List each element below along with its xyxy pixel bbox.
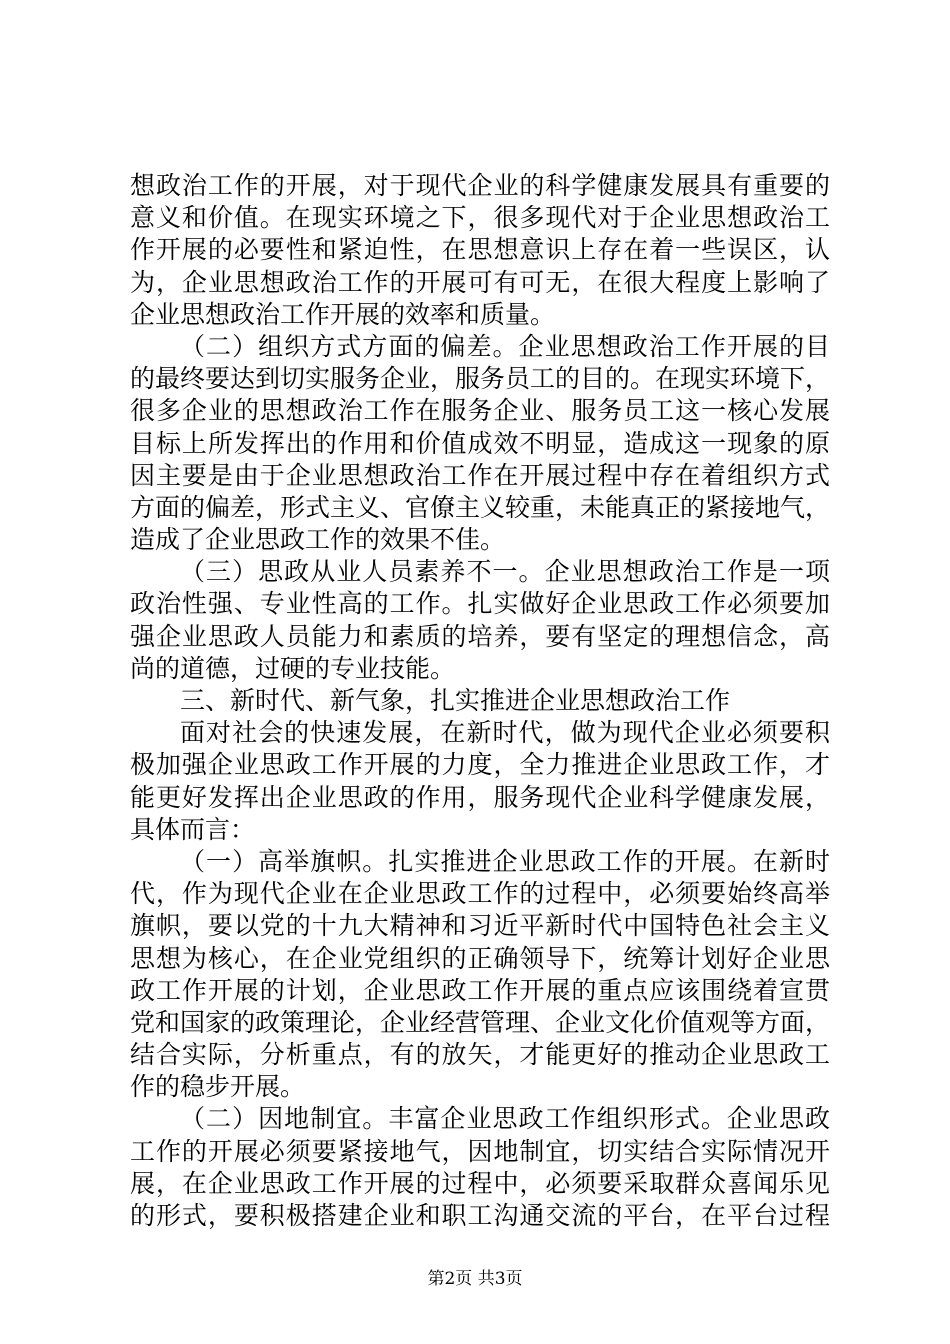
text-line: 的最终要达到切实服务企业，服务员工的目的。在现实环境下， xyxy=(130,364,830,394)
text-line: 企业思想政治工作开展的效率和质量。 xyxy=(130,299,556,329)
text-line: 的形式，要积极搭建企业和职工沟通交流的平台，在平台过程 xyxy=(130,1201,830,1230)
text-line: 意义和价值。在现实环境之下，很多现代对于企业思想政治工 xyxy=(130,203,830,233)
paragraph-start-line: （二）组织方式方面的偏差。企业思想政治工作开展的目 xyxy=(180,331,830,361)
text-line: 政工作开展的计划，企业思政工作开展的重点应该围绕着宣贯 xyxy=(130,975,830,1005)
text-line: 思想为核心，在企业党组织的正确领导下，统筹计划好企业思 xyxy=(130,943,830,973)
text-line: 党和国家的政策理论，企业经营管理、企业文化价值观等方面， xyxy=(130,1007,830,1037)
text-line: 展，在企业思政工作开展的过程中，必须要采取群众喜闻乐见 xyxy=(130,1168,830,1198)
text-line: 强企业思政人员能力和素质的培养，要有坚定的理想信念，高 xyxy=(130,621,830,651)
text-line: 因主要是由于企业思想政治工作在开展过程中存在着组织方式 xyxy=(130,460,830,490)
text-line: 作的稳步开展。 xyxy=(130,1072,306,1102)
page-footer: 第2页 共3页 xyxy=(427,1269,523,1289)
text-line: 目标上所发挥出的作用和价值成效不明显，造成这一现象的原 xyxy=(130,428,830,458)
paragraph-start-line: （三）思政从业人员素养不一。企业思想政治工作是一项 xyxy=(180,557,830,587)
text-line: 想政治工作的开展，对于现代企业的科学健康发展具有重要的 xyxy=(130,171,830,200)
paragraph-start-line: （一）高举旗帜。扎实推进企业思政工作的开展。在新时 xyxy=(180,846,830,876)
text-line: 造成了企业思政工作的效果不佳。 xyxy=(130,525,506,555)
text-line: 代，作为现代企业在企业思政工作的过程中，必须要始终高举 xyxy=(130,879,830,909)
text-line: 为，企业思想政治工作的开展可有可无，在很大程度上影响了 xyxy=(130,267,830,297)
paragraph-start-line: （二）因地制宜。丰富企业思政工作组织形式。企业思政 xyxy=(180,1104,830,1134)
text-line: 极加强企业思政工作开展的力度，全力推进企业思政工作，才 xyxy=(130,750,830,780)
text-line: 作开展的必要性和紧迫性，在思想意识上存在着一些误区，认 xyxy=(130,235,830,265)
text-line: 工作的开展必须要紧接地气，因地制宜，切实结合实际情况开 xyxy=(130,1136,830,1166)
text-line: 很多企业的思想政治工作在服务企业、服务员工这一核心发展 xyxy=(130,396,830,426)
text-line: 能更好发挥出企业思政的作用，服务现代企业科学健康发展， xyxy=(130,782,830,812)
text-line: 方面的偏差，形式主义、官僚主义较重，未能真正的紧接地气， xyxy=(130,492,830,522)
section-heading: 三、新时代、新气象，扎实推进企业思想政治工作 xyxy=(180,686,731,715)
paragraph-start-line: 面对社会的快速发展，在新时代，做为现代企业必须要积 xyxy=(180,718,830,748)
text-line: 政治性强、专业性高的工作。扎实做好企业思政工作必须要加 xyxy=(130,589,830,619)
text-line: 尚的道德，过硬的专业技能。 xyxy=(130,653,456,683)
text-line: 具体而言： xyxy=(130,814,256,844)
text-line: 结合实际，分析重点，有的放矢，才能更好的推动企业思政工 xyxy=(130,1040,830,1070)
text-line: 旗帜，要以党的十九大精神和习近平新时代中国特色社会主义 xyxy=(130,911,830,941)
document-body xyxy=(130,170,830,1232)
